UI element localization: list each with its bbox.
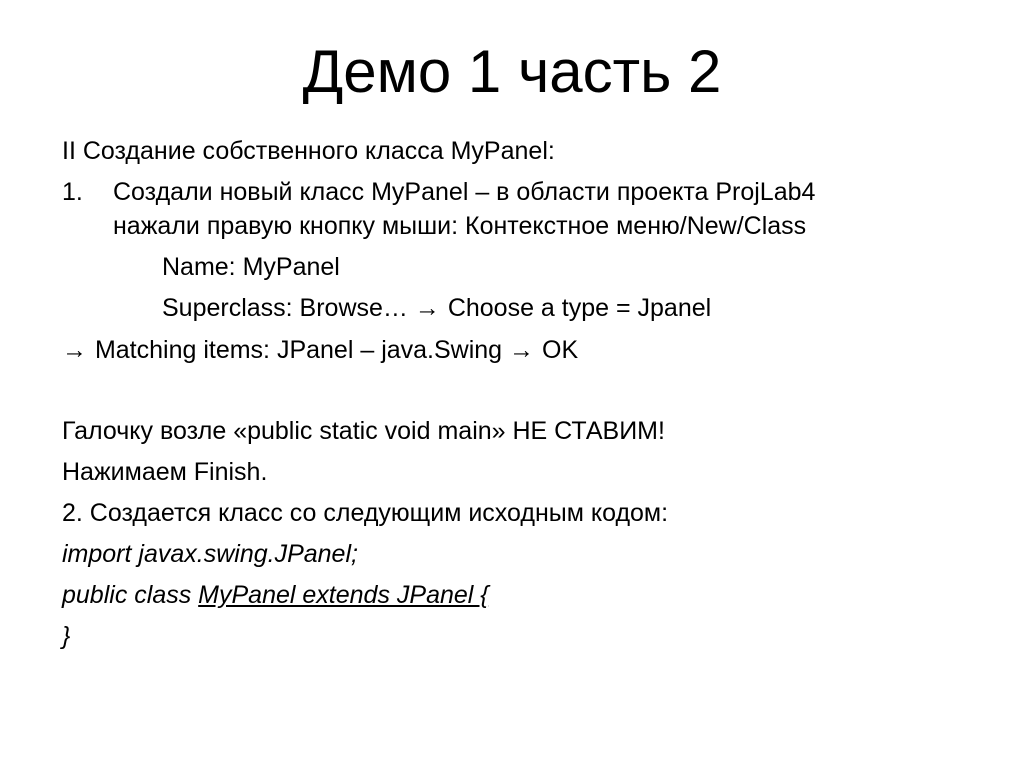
matching-items-line	[62, 335, 578, 365]
code-close-brace: }	[62, 622, 71, 650]
superclass-choose-text: Choose a type = Jpanel	[440, 294, 712, 322]
arrow-right-icon: →	[62, 336, 87, 364]
arrow-right-icon: →	[414, 294, 440, 322]
code-class-declaration: MyPanel extends JPanel {	[198, 581, 489, 609]
list-item-2: 2. Создается класс со следующим исходным кодом:	[62, 499, 669, 527]
list-item-1-line-2: нажали правую кнопку мыши: Контекстное меню/New/Class	[113, 212, 807, 240]
slide-title: Демо 1 часть 2	[302, 38, 722, 105]
code-class-line	[62, 580, 489, 610]
press-finish-line: Нажимаем Finish.	[62, 458, 268, 486]
list-item-1-line-1	[62, 177, 815, 207]
list-item-text: Создали новый класс MyPanel – в области проекта ProjLab4	[113, 178, 816, 206]
arrow-right-icon: →	[509, 336, 535, 364]
section-heading: II Создание собственного класса MyPanel:	[62, 137, 555, 165]
ok-text: OK	[535, 336, 579, 364]
list-number: 1.	[62, 178, 83, 206]
matching-items-text: Matching items: JPanel – java.Swing	[88, 336, 510, 364]
checkbox-note: Галочку возле «public static void main» НЕ СТАВИМ!	[62, 417, 665, 445]
superclass-text: Superclass: Browse…	[162, 294, 415, 322]
name-line: Name: MyPanel	[162, 253, 340, 281]
code-import-line: import javax.swing.JPanel;	[62, 540, 358, 568]
code-class-prefix: public class	[62, 581, 199, 609]
superclass-line	[162, 293, 711, 323]
